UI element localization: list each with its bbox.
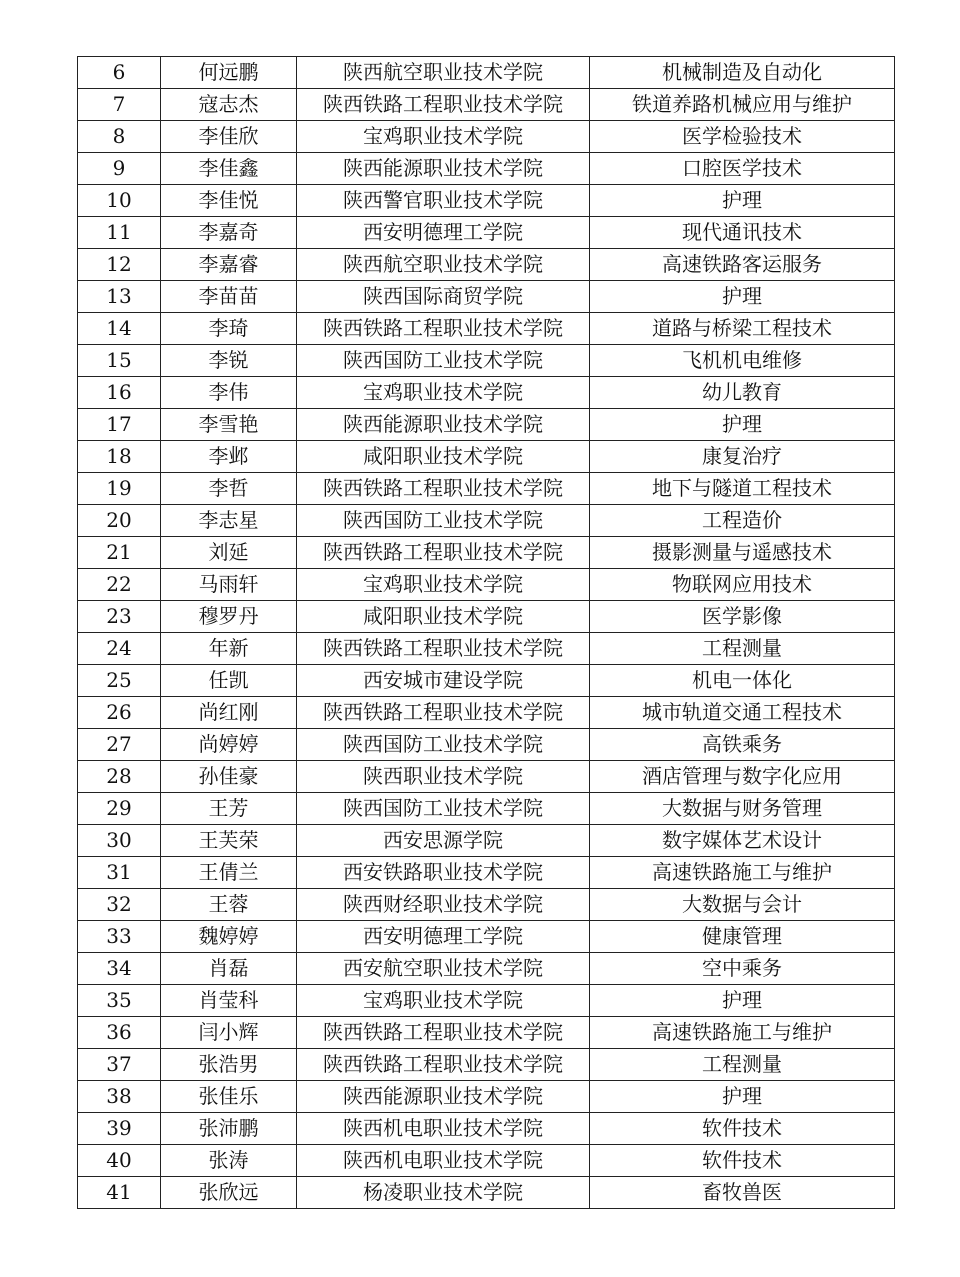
table-row — [78, 985, 895, 1017]
cell-number: 34 — [78, 953, 161, 985]
student-table-container — [77, 56, 894, 1209]
cell-number: 23 — [78, 601, 161, 633]
cell-number: 28 — [78, 761, 161, 793]
cell-name: 张欣远 — [161, 1177, 297, 1209]
cell-name: 魏婷婷 — [161, 921, 297, 953]
student-table — [77, 56, 895, 1209]
table-row — [78, 345, 895, 377]
table-row — [78, 761, 895, 793]
cell-name: 李嘉睿 — [161, 249, 297, 281]
cell-major: 酒店管理与数字化应用 — [590, 761, 895, 793]
table-row — [78, 697, 895, 729]
cell-major: 现代通讯技术 — [590, 217, 895, 249]
cell-number: 14 — [78, 313, 161, 345]
cell-name: 李雪艳 — [161, 409, 297, 441]
table-row — [78, 57, 895, 89]
cell-school: 陕西国防工业技术学院 — [297, 729, 590, 761]
cell-school: 陕西国防工业技术学院 — [297, 793, 590, 825]
cell-major: 护理 — [590, 185, 895, 217]
cell-number: 32 — [78, 889, 161, 921]
cell-school: 宝鸡职业技术学院 — [297, 121, 590, 153]
cell-name: 张佳乐 — [161, 1081, 297, 1113]
cell-name: 孙佳豪 — [161, 761, 297, 793]
cell-school: 陕西铁路工程职业技术学院 — [297, 313, 590, 345]
cell-name: 王芳 — [161, 793, 297, 825]
cell-name: 李苗苗 — [161, 281, 297, 313]
cell-school: 西安航空职业技术学院 — [297, 953, 590, 985]
cell-major: 城市轨道交通工程技术 — [590, 697, 895, 729]
cell-school: 陕西航空职业技术学院 — [297, 249, 590, 281]
cell-name: 年新 — [161, 633, 297, 665]
table-body — [78, 57, 895, 1209]
table-row — [78, 185, 895, 217]
cell-number: 33 — [78, 921, 161, 953]
cell-major: 摄影测量与遥感技术 — [590, 537, 895, 569]
cell-school: 陕西警官职业技术学院 — [297, 185, 590, 217]
cell-major: 工程测量 — [590, 1049, 895, 1081]
cell-number: 31 — [78, 857, 161, 889]
cell-name: 何远鹏 — [161, 57, 297, 89]
cell-number: 13 — [78, 281, 161, 313]
cell-major: 地下与隧道工程技术 — [590, 473, 895, 505]
table-row — [78, 537, 895, 569]
cell-school: 咸阳职业技术学院 — [297, 601, 590, 633]
table-row — [78, 1113, 895, 1145]
cell-school: 陕西能源职业技术学院 — [297, 153, 590, 185]
cell-school: 陕西职业技术学院 — [297, 761, 590, 793]
cell-school: 宝鸡职业技术学院 — [297, 377, 590, 409]
table-row — [78, 249, 895, 281]
table-row — [78, 377, 895, 409]
table-row — [78, 889, 895, 921]
cell-number: 20 — [78, 505, 161, 537]
cell-school: 陕西机电职业技术学院 — [297, 1145, 590, 1177]
cell-number: 36 — [78, 1017, 161, 1049]
cell-school: 宝鸡职业技术学院 — [297, 985, 590, 1017]
cell-name: 王蓉 — [161, 889, 297, 921]
cell-name: 李佳鑫 — [161, 153, 297, 185]
cell-number: 11 — [78, 217, 161, 249]
table-row — [78, 441, 895, 473]
table-row — [78, 313, 895, 345]
cell-school: 陕西航空职业技术学院 — [297, 57, 590, 89]
cell-major: 铁道养路机械应用与维护 — [590, 89, 895, 121]
table-row — [78, 825, 895, 857]
cell-number: 15 — [78, 345, 161, 377]
cell-major: 护理 — [590, 281, 895, 313]
table-row — [78, 729, 895, 761]
cell-number: 41 — [78, 1177, 161, 1209]
cell-major: 道路与桥梁工程技术 — [590, 313, 895, 345]
cell-school: 陕西机电职业技术学院 — [297, 1113, 590, 1145]
cell-school: 陕西铁路工程职业技术学院 — [297, 633, 590, 665]
cell-name: 李志星 — [161, 505, 297, 537]
cell-school: 杨凌职业技术学院 — [297, 1177, 590, 1209]
cell-major: 护理 — [590, 985, 895, 1017]
cell-name: 王芙荣 — [161, 825, 297, 857]
cell-number: 38 — [78, 1081, 161, 1113]
table-row — [78, 633, 895, 665]
cell-name: 王倩兰 — [161, 857, 297, 889]
cell-major: 医学影像 — [590, 601, 895, 633]
cell-name: 李嘉奇 — [161, 217, 297, 249]
cell-number: 18 — [78, 441, 161, 473]
cell-school: 陕西铁路工程职业技术学院 — [297, 697, 590, 729]
cell-name: 张浩男 — [161, 1049, 297, 1081]
cell-major: 高速铁路施工与维护 — [590, 857, 895, 889]
cell-school: 陕西铁路工程职业技术学院 — [297, 1049, 590, 1081]
cell-name: 任凯 — [161, 665, 297, 697]
cell-school: 西安明德理工学院 — [297, 217, 590, 249]
cell-major: 护理 — [590, 409, 895, 441]
cell-name: 马雨轩 — [161, 569, 297, 601]
cell-school: 陕西铁路工程职业技术学院 — [297, 537, 590, 569]
cell-major: 大数据与财务管理 — [590, 793, 895, 825]
table-row — [78, 121, 895, 153]
table-row — [78, 1145, 895, 1177]
cell-name: 尚红刚 — [161, 697, 297, 729]
cell-major: 空中乘务 — [590, 953, 895, 985]
cell-number: 40 — [78, 1145, 161, 1177]
cell-name: 刘延 — [161, 537, 297, 569]
cell-name: 闫小辉 — [161, 1017, 297, 1049]
cell-major: 高铁乘务 — [590, 729, 895, 761]
table-row — [78, 1049, 895, 1081]
cell-name: 李佳欣 — [161, 121, 297, 153]
table-row — [78, 217, 895, 249]
cell-school: 陕西铁路工程职业技术学院 — [297, 89, 590, 121]
cell-number: 17 — [78, 409, 161, 441]
cell-number: 37 — [78, 1049, 161, 1081]
cell-school: 西安思源学院 — [297, 825, 590, 857]
cell-school: 陕西国际商贸学院 — [297, 281, 590, 313]
cell-school: 陕西国防工业技术学院 — [297, 345, 590, 377]
cell-major: 健康管理 — [590, 921, 895, 953]
cell-number: 24 — [78, 633, 161, 665]
table-row — [78, 409, 895, 441]
table-row — [78, 1017, 895, 1049]
table-row — [78, 601, 895, 633]
cell-major: 医学检验技术 — [590, 121, 895, 153]
cell-number: 21 — [78, 537, 161, 569]
cell-school: 陕西铁路工程职业技术学院 — [297, 1017, 590, 1049]
cell-number: 6 — [78, 57, 161, 89]
cell-number: 22 — [78, 569, 161, 601]
table-row — [78, 153, 895, 185]
cell-name: 李邺 — [161, 441, 297, 473]
cell-number: 19 — [78, 473, 161, 505]
table-row — [78, 505, 895, 537]
cell-major: 幼儿教育 — [590, 377, 895, 409]
table-row — [78, 953, 895, 985]
cell-number: 25 — [78, 665, 161, 697]
cell-school: 宝鸡职业技术学院 — [297, 569, 590, 601]
cell-school: 西安明德理工学院 — [297, 921, 590, 953]
cell-major: 护理 — [590, 1081, 895, 1113]
table-row — [78, 569, 895, 601]
cell-major: 物联网应用技术 — [590, 569, 895, 601]
cell-major: 大数据与会计 — [590, 889, 895, 921]
cell-name: 李琦 — [161, 313, 297, 345]
table-row — [78, 1081, 895, 1113]
cell-number: 16 — [78, 377, 161, 409]
cell-number: 10 — [78, 185, 161, 217]
cell-major: 机电一体化 — [590, 665, 895, 697]
cell-major: 数字媒体艺术设计 — [590, 825, 895, 857]
table-row — [78, 793, 895, 825]
table-row — [78, 473, 895, 505]
cell-number: 35 — [78, 985, 161, 1017]
cell-school: 西安城市建设学院 — [297, 665, 590, 697]
cell-school: 陕西能源职业技术学院 — [297, 409, 590, 441]
cell-name: 肖磊 — [161, 953, 297, 985]
cell-school: 陕西铁路工程职业技术学院 — [297, 473, 590, 505]
cell-name: 李锐 — [161, 345, 297, 377]
cell-major: 工程造价 — [590, 505, 895, 537]
cell-school: 西安铁路职业技术学院 — [297, 857, 590, 889]
cell-number: 29 — [78, 793, 161, 825]
cell-major: 畜牧兽医 — [590, 1177, 895, 1209]
cell-name: 肖莹科 — [161, 985, 297, 1017]
cell-name: 李哲 — [161, 473, 297, 505]
cell-number: 30 — [78, 825, 161, 857]
cell-name: 穆罗丹 — [161, 601, 297, 633]
cell-name: 张涛 — [161, 1145, 297, 1177]
cell-major: 口腔医学技术 — [590, 153, 895, 185]
cell-number: 39 — [78, 1113, 161, 1145]
cell-major: 工程测量 — [590, 633, 895, 665]
cell-major: 机械制造及自动化 — [590, 57, 895, 89]
table-row — [78, 665, 895, 697]
cell-name: 尚婷婷 — [161, 729, 297, 761]
table-row — [78, 857, 895, 889]
table-row — [78, 89, 895, 121]
cell-major: 康复治疗 — [590, 441, 895, 473]
cell-number: 8 — [78, 121, 161, 153]
cell-name: 寇志杰 — [161, 89, 297, 121]
cell-major: 高速铁路施工与维护 — [590, 1017, 895, 1049]
cell-major: 飞机机电维修 — [590, 345, 895, 377]
cell-major: 高速铁路客运服务 — [590, 249, 895, 281]
cell-school: 陕西国防工业技术学院 — [297, 505, 590, 537]
table-row — [78, 281, 895, 313]
cell-number: 12 — [78, 249, 161, 281]
cell-number: 27 — [78, 729, 161, 761]
cell-school: 咸阳职业技术学院 — [297, 441, 590, 473]
cell-number: 9 — [78, 153, 161, 185]
cell-name: 李伟 — [161, 377, 297, 409]
cell-school: 陕西能源职业技术学院 — [297, 1081, 590, 1113]
cell-number: 26 — [78, 697, 161, 729]
cell-major: 软件技术 — [590, 1145, 895, 1177]
cell-number: 7 — [78, 89, 161, 121]
table-row — [78, 1177, 895, 1209]
cell-name: 李佳悦 — [161, 185, 297, 217]
cell-name: 张沛鹏 — [161, 1113, 297, 1145]
cell-major: 软件技术 — [590, 1113, 895, 1145]
table-row — [78, 921, 895, 953]
cell-school: 陕西财经职业技术学院 — [297, 889, 590, 921]
